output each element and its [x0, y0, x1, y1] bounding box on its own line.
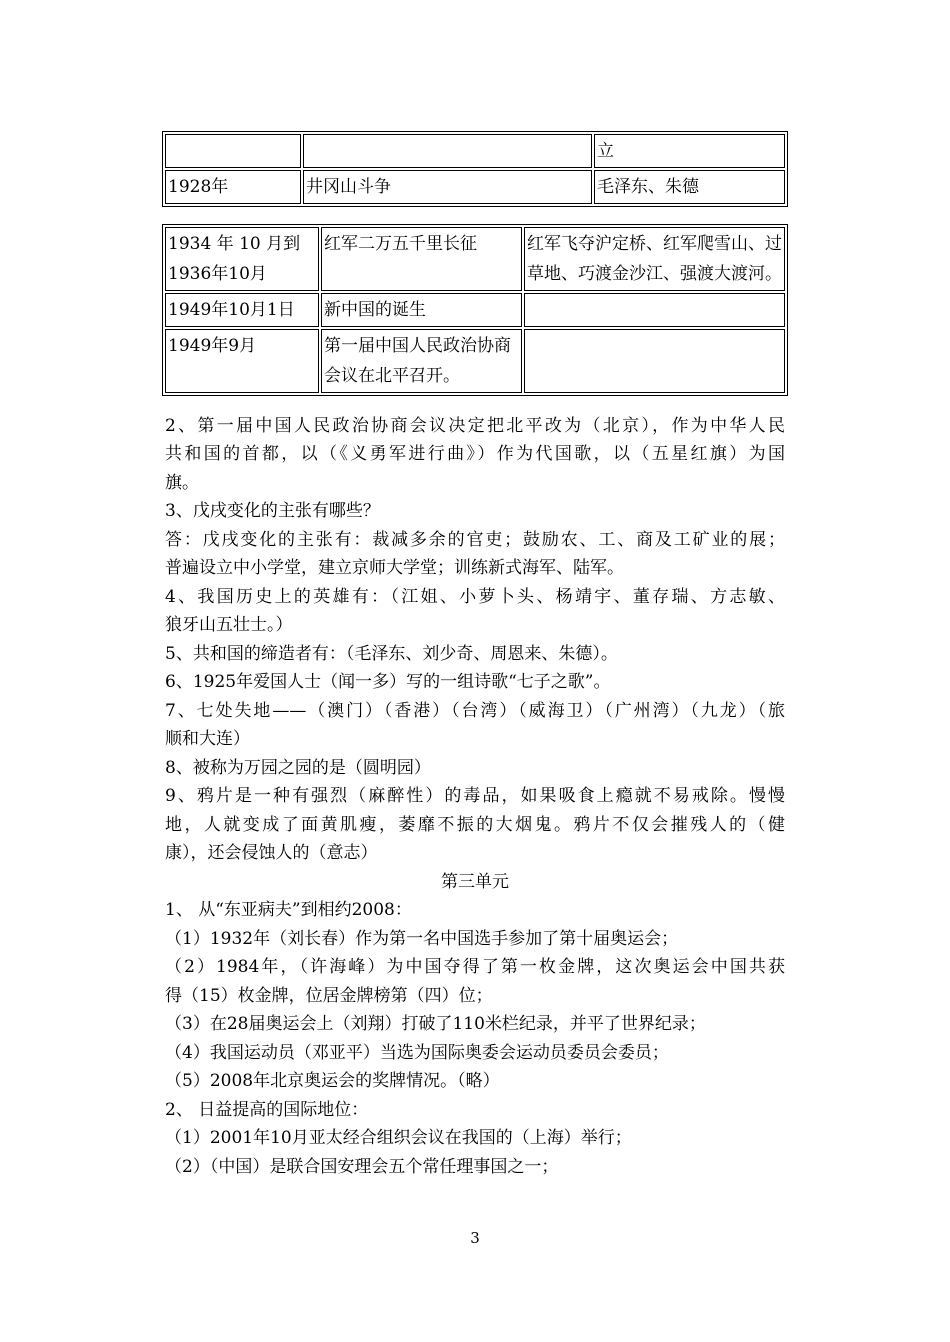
text-line: 得（15）枚金牌，位居金牌榜第（四）位；	[165, 986, 493, 1006]
text-line: （1）2001年10月亚太经合组织会议在我国的（上海）举行；	[165, 1128, 632, 1148]
history-table-main	[162, 224, 788, 396]
table-cell: 立	[594, 134, 785, 168]
text-line: （1）1932年（刘长春）作为第一名中国选手参加了第十届奥运会；	[165, 929, 679, 949]
text-line: 2、 日益提高的国际地位：	[165, 1100, 369, 1120]
text-line: （2）（中国）是联合国安理会五个常任理事国之一；	[165, 1157, 559, 1177]
table-row	[165, 293, 785, 327]
text-line: （2）1984年，（许海峰）为中国夺得了第一枚金牌，这次奥运会中国共获	[165, 957, 785, 977]
text-line: （3）在28届奥运会上（刘翔）打破了110米栏纪录，并平了世界纪录；	[165, 1014, 706, 1034]
text-line: 9、鸦片是一种有强烈（麻醉性）的毒品，如果吸食上瘾就不易戒除。慢慢	[165, 786, 785, 806]
text-line: 2、第一届中国人民政治协商会议决定把北平改为（北京），作为中华人民	[165, 416, 785, 436]
table-row	[165, 170, 785, 204]
text-line: 普遍设立中小学堂，建立京师大学堂；训练新式海军、陆军。	[165, 558, 624, 578]
text-line: 5、共和国的缔造者有：（毛泽东、刘少奇、周恩来、朱德）。	[165, 644, 618, 664]
text-line: 狼牙山五壮士。）	[165, 615, 293, 635]
text-line: （5）2008年北京奥运会的奖牌情况。（略）	[165, 1071, 500, 1091]
text-line: 答：戊戌变化的主张有：裁减多余的官吏；鼓励农、工、商及工矿业的展；	[165, 530, 785, 550]
section-title: 第三单元	[441, 872, 509, 892]
text-line: 共和国的首都，以（《义勇军进行曲》）作为代国歌，以（五星红旗）为国	[165, 444, 785, 464]
text-line: 4、我国历史上的英雄有：（江姐、小萝卜头、杨靖宇、董存瑞、方志敏、	[165, 587, 785, 607]
page-number: 3	[470, 1229, 480, 1247]
text-line: 7、七处失地——（澳门）（香港）（台湾）（威海卫）（广州湾）（九龙）（旅	[165, 701, 785, 721]
text-line: 康），还会侵蚀人的（意志）	[165, 843, 378, 863]
table-cell: 第一届中国人民政治协商会议在北平召开。	[321, 329, 522, 393]
text-line: 1、 从“东亚病夫”到相约2008：	[165, 900, 412, 920]
table-cell: 红军二万五千里长征	[321, 227, 522, 291]
table-cell: 1928年	[165, 170, 301, 204]
table-cell: 红军飞夺沪定桥、红军爬雪山、过草地、巧渡金沙江、强渡大渡河。	[524, 227, 785, 291]
text-line: 旗。	[165, 473, 199, 493]
table-cell	[524, 329, 785, 393]
table-cell: 新中国的诞生	[321, 293, 522, 327]
text-line: 顺和大连）	[165, 729, 250, 749]
table-cell	[303, 134, 592, 168]
table-cell: 1949年10月1日	[165, 293, 319, 327]
history-table-top	[162, 131, 788, 207]
table-cell: 1934 年 10 月到1936年10月	[165, 227, 319, 291]
table-cell: 1949年9月	[165, 329, 319, 393]
table-cell: 毛泽东、朱德	[594, 170, 785, 204]
text-line: 6、1925年爱国人士（闻一多）写的一组诗歌“七子之歌”。	[165, 672, 611, 692]
question-heading: 3、戊戌变化的主张有哪些？	[165, 501, 380, 521]
table-row	[165, 134, 785, 168]
table-row	[165, 227, 785, 291]
table-cell	[524, 293, 785, 327]
table-cell	[165, 134, 301, 168]
text-line: 8、被称为万园之园的是（圆明园）	[165, 758, 431, 778]
table-cell: 井冈山斗争	[303, 170, 592, 204]
text-line: 地，人就变成了面黄肌瘦，萎靡不振的大烟鬼。鸦片不仅会摧残人的（健	[165, 815, 785, 835]
table-row	[165, 329, 785, 393]
text-line: （4）我国运动员（邓亚平）当选为国际奥委会运动员委员会委员；	[165, 1043, 669, 1063]
